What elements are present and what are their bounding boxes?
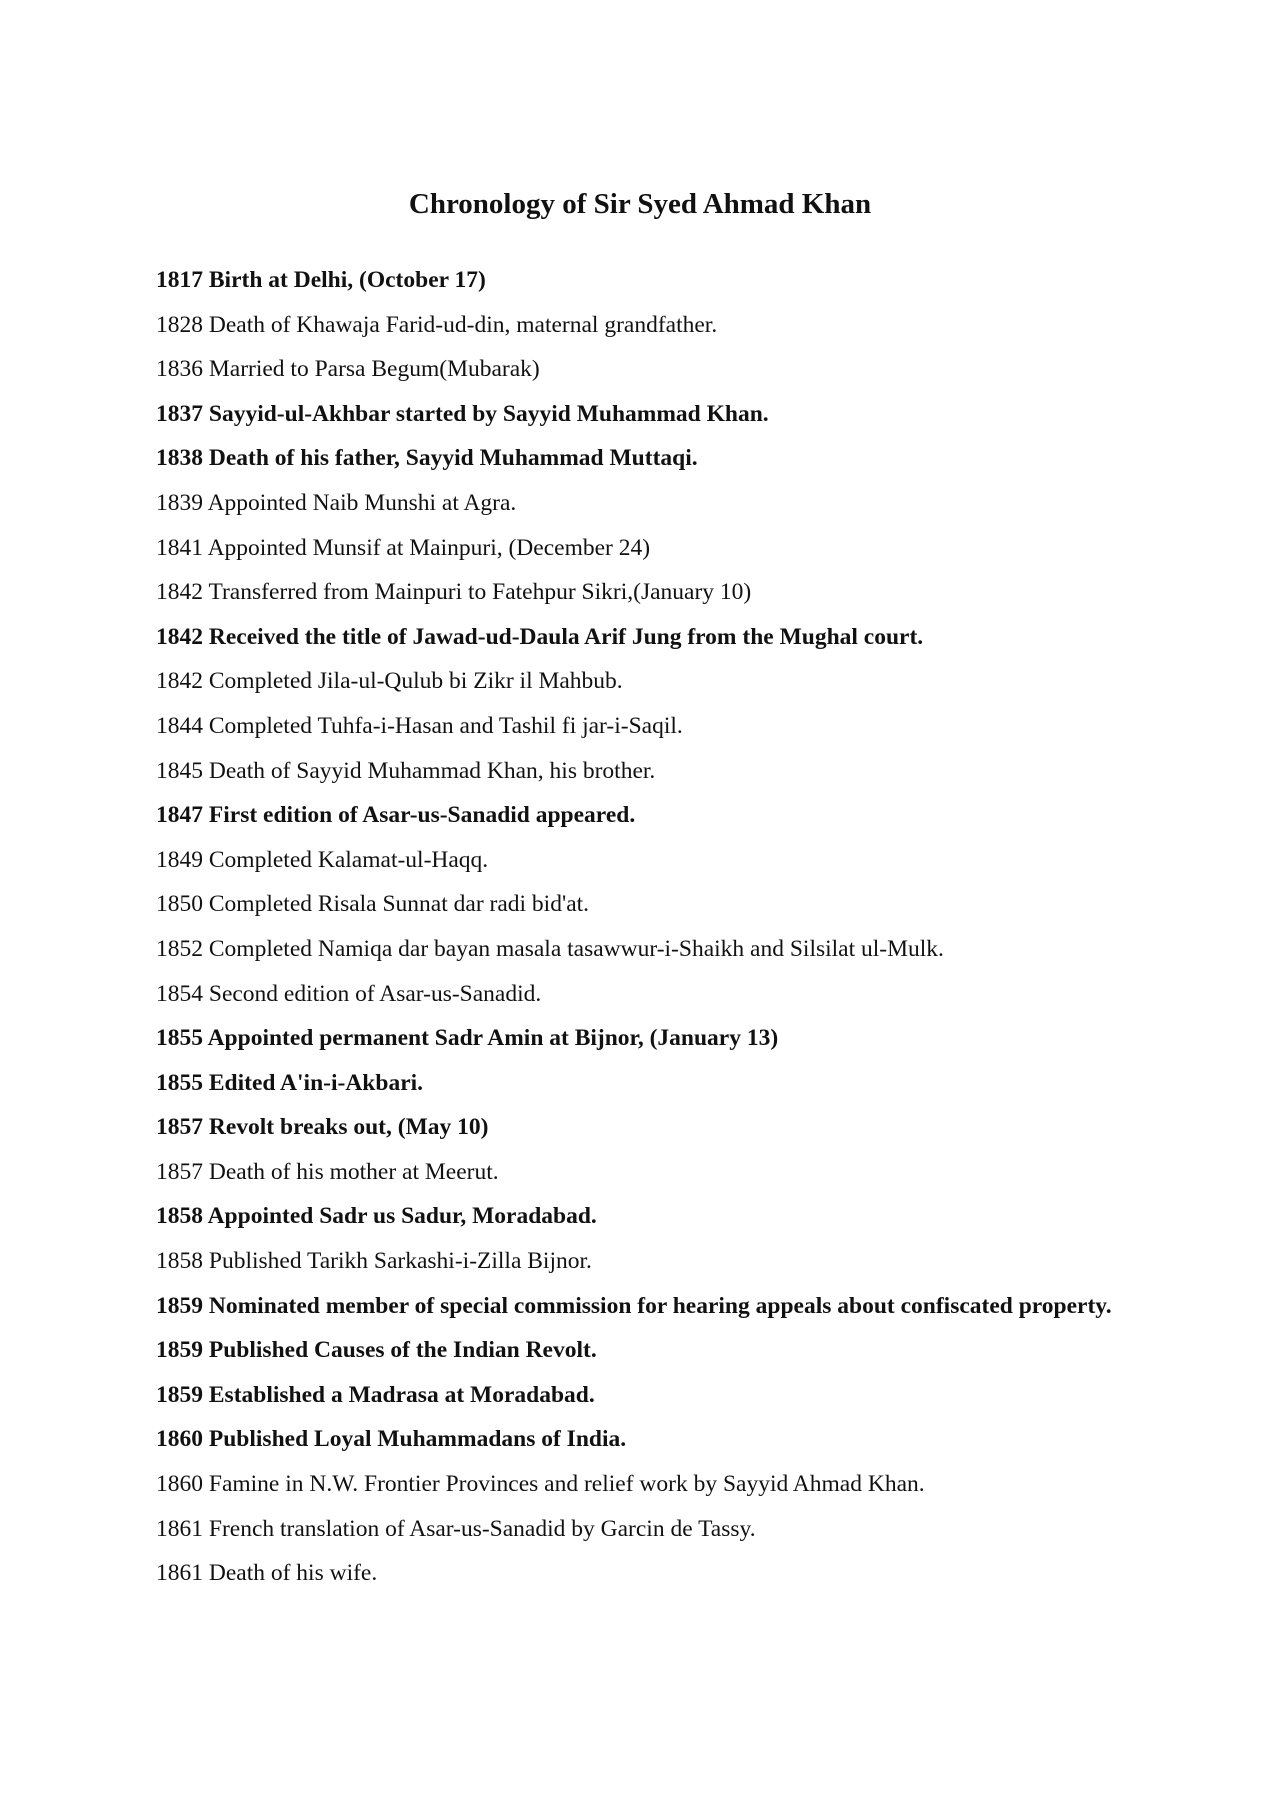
chronology-entry: 1855 Edited A'in-i-Akbari. — [156, 1069, 424, 1096]
chronology-entry: 1858 Published Tarikh Sarkashi-i-Zilla Bijnor. — [156, 1248, 592, 1275]
chronology-entry: 1859 Nominated member of special commission for hearing appeals about confiscated property. — [156, 1292, 1112, 1319]
chronology-entry: 1828 Death of Khawaja Farid-ud-din, maternal grandfather. — [156, 311, 718, 338]
chronology-entry: 1839 Appointed Naib Munshi at Agra. — [156, 489, 517, 516]
chronology-list — [156, 258, 1136, 1596]
chronology-entry: 1857 Death of his mother at Meerut. — [156, 1158, 499, 1185]
chronology-entry: 1837 Sayyid-ul-Akhbar started by Sayyid Muhammad Khan. — [156, 400, 769, 427]
chronology-entry: 1857 Revolt breaks out, (May 10) — [156, 1114, 489, 1141]
chronology-entry: 1838 Death of his father, Sayyid Muhammad Muttaqi. — [156, 445, 698, 472]
chronology-entry: 1855 Appointed permanent Sadr Amin at Bijnor, (January 13) — [156, 1025, 779, 1052]
chronology-entry: 1844 Completed Tuhfa-i-Hasan and Tashil fi jar-i-Saqil. — [156, 712, 683, 739]
chronology-entry: 1861 Death of his wife. — [156, 1560, 378, 1587]
chronology-entry: 1849 Completed Kalamat-ul-Haqq. — [156, 846, 489, 873]
chronology-entry: 1852 Completed Namiqa dar bayan masala tasawwur-i-Shaikh and Silsilat ul-Mulk. — [156, 935, 944, 962]
chronology-entry: 1842 Received the title of Jawad-ud-Daula Arif Jung from the Mughal court. — [156, 623, 924, 650]
chronology-entry: 1841 Appointed Munsif at Mainpuri, (December 24) — [156, 534, 651, 561]
chronology-entry: 1817 Birth at Delhi, (October 17) — [156, 267, 486, 293]
chronology-entry: 1859 Published Causes of the Indian Revolt. — [156, 1337, 597, 1364]
chronology-entry: 1836 Married to Parsa Begum(Mubarak) — [156, 356, 540, 383]
chronology-entry: 1860 Famine in N.W. Frontier Provinces and relief work by Sayyid Ahmad Khan. — [156, 1471, 925, 1498]
chronology-entry: 1858 Appointed Sadr us Sadur, Moradabad. — [156, 1203, 597, 1230]
chronology-entry: 1859 Established a Madrasa at Moradabad. — [156, 1381, 595, 1408]
chronology-entry: 1847 First edition of Asar-us-Sanadid appeared. — [156, 802, 636, 829]
chronology-entry: 1860 Published Loyal Muhammadans of India. — [156, 1426, 627, 1453]
chronology-entry: 1845 Death of Sayyid Muhammad Khan, his brother. — [156, 757, 656, 784]
chronology-entry: 1842 Transferred from Mainpuri to Fatehpur Sikri,(January 10) — [156, 579, 752, 606]
chronology-entry: 1861 French translation of Asar-us-Sanadid by Garcin de Tassy. — [156, 1515, 756, 1542]
page-title: Chronology of Sir Syed Ahmad Khan — [408, 188, 872, 220]
chronology-entry: 1854 Second edition of Asar-us-Sanadid. — [156, 980, 542, 1007]
chronology-entry: 1850 Completed Risala Sunnat dar radi bid'at. — [156, 891, 590, 918]
chronology-entry: 1842 Completed Jila-ul-Qulub bi Zikr il Mahbub. — [156, 668, 623, 695]
